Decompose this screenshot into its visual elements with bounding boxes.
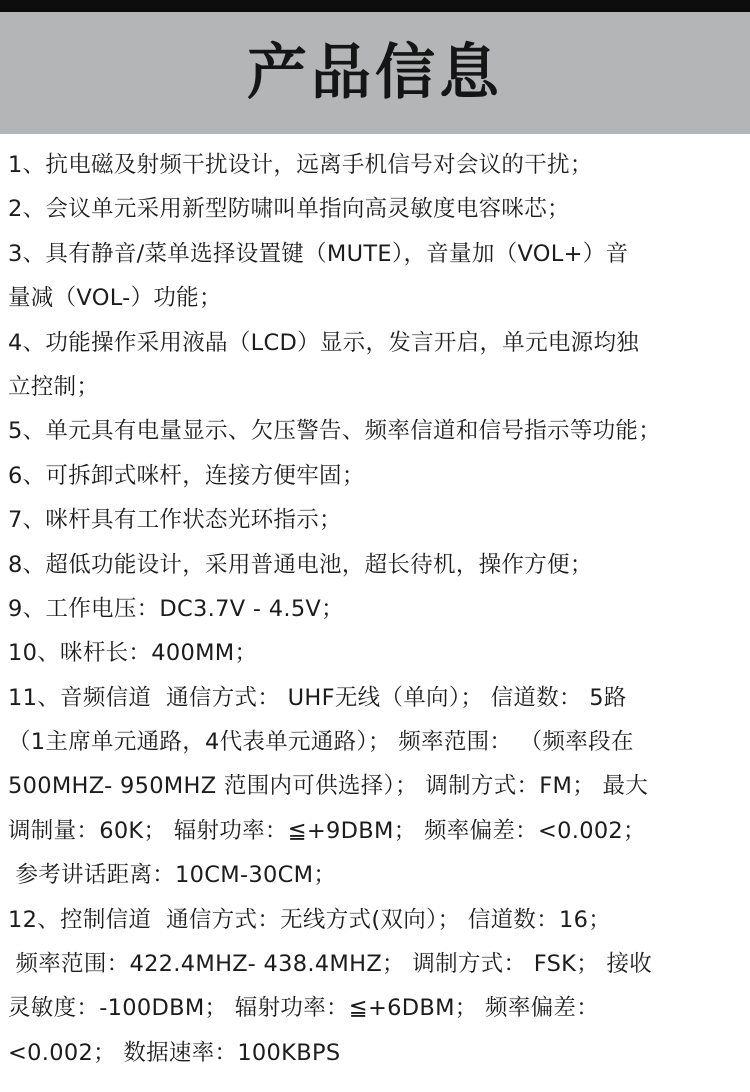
text-line-4: 量减（VOL-）功能； — [8, 285, 222, 312]
text-line-13: 11、音频信道 通信方式： UHF无线（单向）； 信道数： 5路 — [8, 684, 627, 711]
text-line-10: 8、超低功能设计，采用普通电池，超长待机，操作方便； — [8, 551, 593, 578]
text-line-3: 3、具有静音/菜单选择设置键（MUTE），音量加（VOL+）音 — [8, 240, 629, 267]
text-line-20: 灵敏度：-100DBM； 辐射功率：≦+6DBM； 频率偏差： — [8, 995, 600, 1022]
text-line-17: 参考讲话距离：10CM-30CM； — [8, 862, 337, 889]
text-line-6: 立控制； — [8, 373, 100, 400]
text-line-19: 频率范围：422.4MHZ- 438.4MHZ； 调制方式： FSK； 接收 — [8, 951, 653, 978]
top-border-bar — [0, 0, 750, 12]
text-line-2: 2、会议单元采用新型防啸叫单指向高灵敏度电容咪芯； — [8, 196, 570, 223]
text-line-15: 500MHZ- 950MHZ 范围内可供选择）； 调制方式：FM； 最大 — [8, 773, 649, 800]
text-line-7: 5、单元具有电量显示、欠压警告、频率信道和信号指示等功能； — [8, 418, 662, 445]
text-line-12: 10、咪杆长：400MM； — [8, 640, 258, 667]
text-line-16: 调制量：60K； 辐射功率：≦+9DBM； 频率偏差：<0.002； — [8, 817, 646, 844]
page-title: 产品信息 — [247, 38, 503, 108]
text-line-1: 1、抗电磁及射频干扰设计，远离手机信号对会议的干扰； — [8, 152, 593, 178]
text-line-21: <0.002； 数据速率：100KBPS — [8, 1039, 341, 1066]
text-line-9: 7、咪杆具有工作状态光环指示； — [8, 507, 342, 534]
title-banner — [0, 12, 750, 134]
product-info-text — [8, 143, 744, 1075]
text-line-8: 6、可拆卸式咪杆，连接方便牢固； — [8, 462, 365, 489]
text-line-11: 9、工作电压：DC3.7V - 4.5V； — [8, 595, 344, 622]
text-line-14: （1主席单元通路，4代表单元通路）； 频率范围： （频率段在 — [8, 729, 634, 756]
text-line-5: 4、功能操作采用液晶（LCD）显示，发言开启，单元电源均独 — [8, 329, 640, 356]
text-line-18: 12、控制信道 通信方式：无线方式(双向）； 信道数：16； — [8, 906, 612, 933]
